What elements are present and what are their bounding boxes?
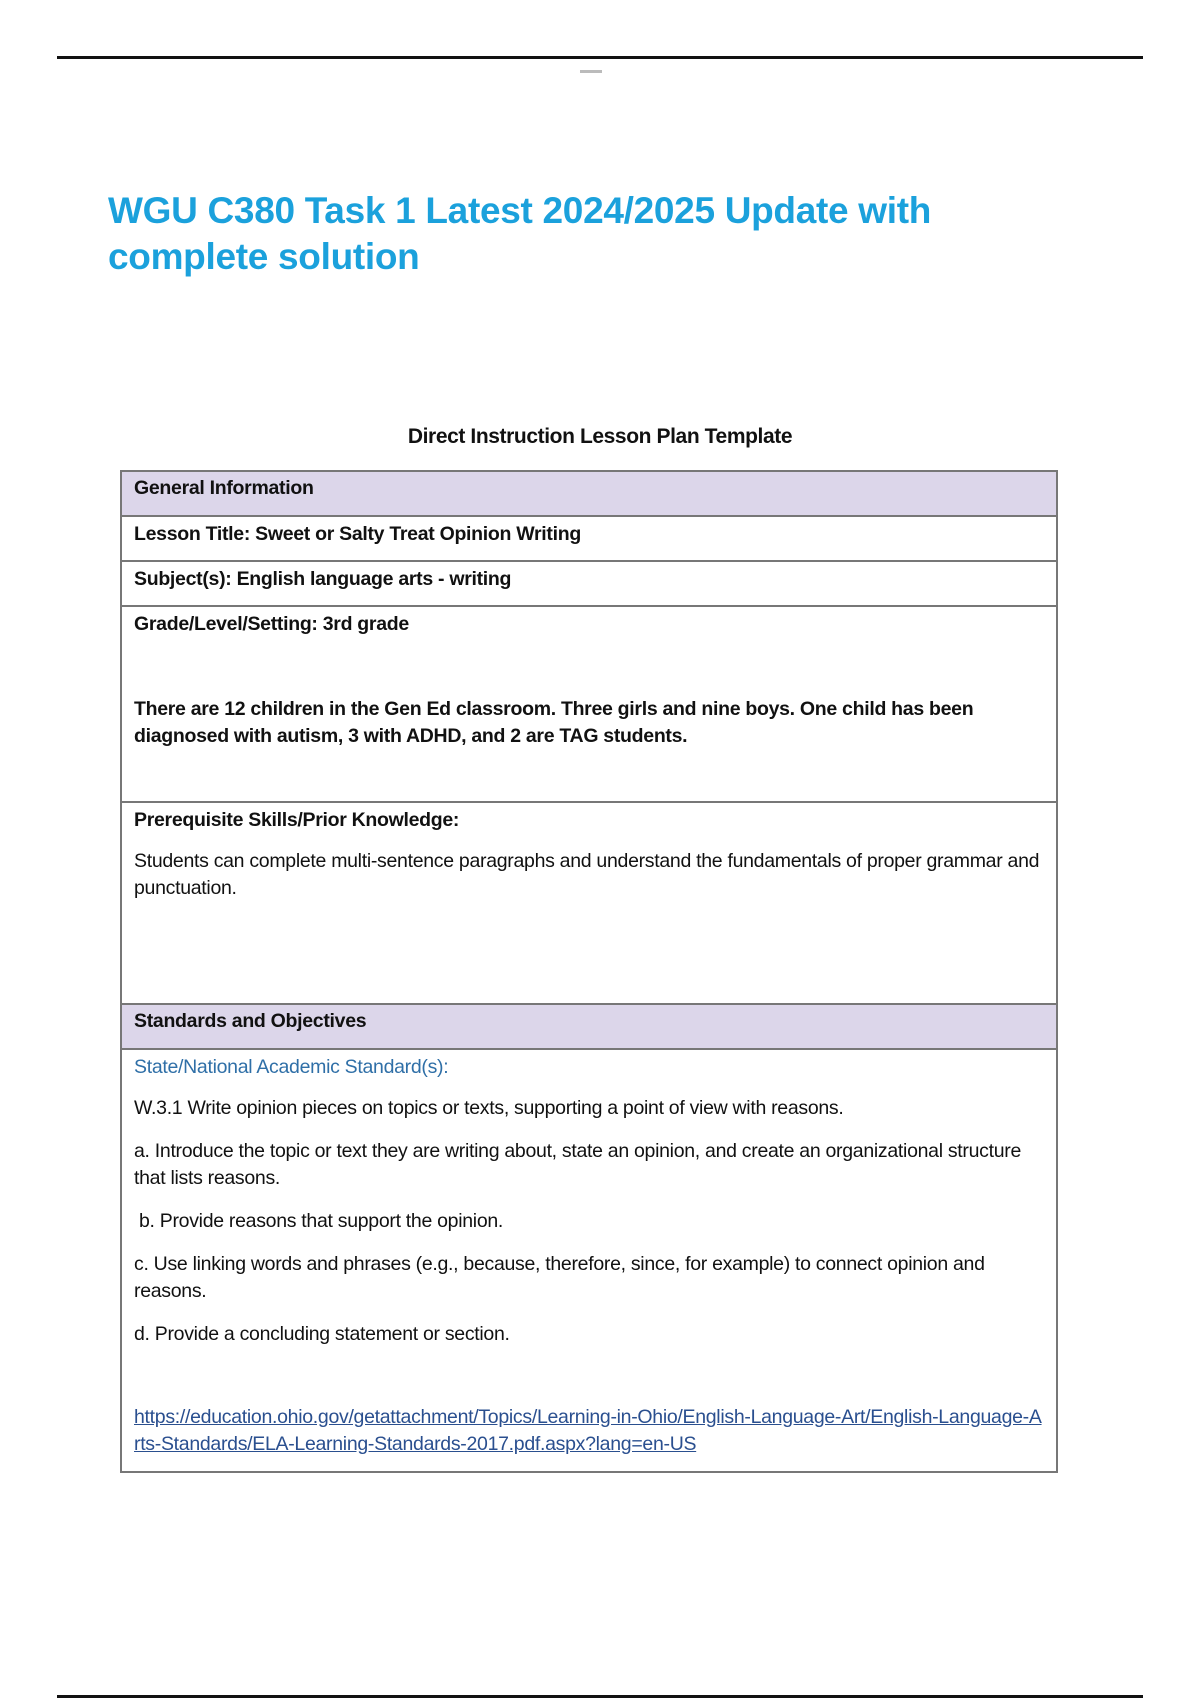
subjects-row [121, 561, 1057, 606]
lesson-plan-table [120, 470, 1058, 1473]
lesson-title: Lesson Title: Sweet or Salty Treat Opinion Writing [121, 516, 1057, 561]
bottom-rule [57, 1695, 1143, 1698]
standards-header-row [121, 1004, 1057, 1049]
page-mark [580, 70, 602, 73]
document-title: WGU C380 Task 1 Latest 2024/2025 Update with complete solution [108, 190, 932, 277]
standard-item: a. Introduce the topic or text they are writing about, state an opinion, and create an organizational structure that lists reasons. [134, 1140, 1022, 1189]
grade-row [121, 606, 1057, 802]
standards-source-link[interactable]: https://education.ohio.gov/getattachment/Topics/Learning-in-Ohio/English-Language-Art/English-Language-Arts-Standards/ELA-Learning-Standards-2017.pdf.aspx?lang=en-US [134, 1406, 1042, 1455]
lesson-title-row [121, 516, 1057, 561]
standard-item: d. Provide a concluding statement or section. [134, 1323, 510, 1345]
standard-item: b. Provide reasons that support the opinion. [139, 1210, 504, 1232]
general-information-header: General Information [121, 471, 1057, 516]
prerequisite-description: Students can complete multi-sentence paragraphs and understand the fundamentals of proper grammar and punctuation. [134, 850, 1040, 899]
prerequisite-label: Prerequisite Skills/Prior Knowledge: [134, 809, 460, 831]
top-rule [57, 56, 1143, 59]
template-title: Direct Instruction Lesson Plan Template [407, 425, 793, 448]
grade-label: Grade/Level/Setting: 3rd grade [134, 613, 409, 635]
prerequisite-row [121, 802, 1057, 1004]
subjects: Subject(s): English language arts - writing [121, 561, 1057, 606]
grade-description: There are 12 children in the Gen Ed classroom. Three girls and nine boys. One child has been diagnosed with autism, 3 with ADHD, and 2 are TAG students. [134, 698, 974, 747]
standards-row [121, 1049, 1057, 1472]
standard-item: W.3.1 Write opinion pieces on topics or texts, supporting a point of view with reasons. [134, 1097, 844, 1119]
general-information-header-row [121, 471, 1057, 516]
standards-header: Standards and Objectives [121, 1004, 1057, 1049]
standards-label: State/National Academic Standard(s): [134, 1056, 449, 1078]
standard-item: c. Use linking words and phrases (e.g., because, therefore, since, for example) to connect opinion and reasons. [134, 1253, 985, 1302]
